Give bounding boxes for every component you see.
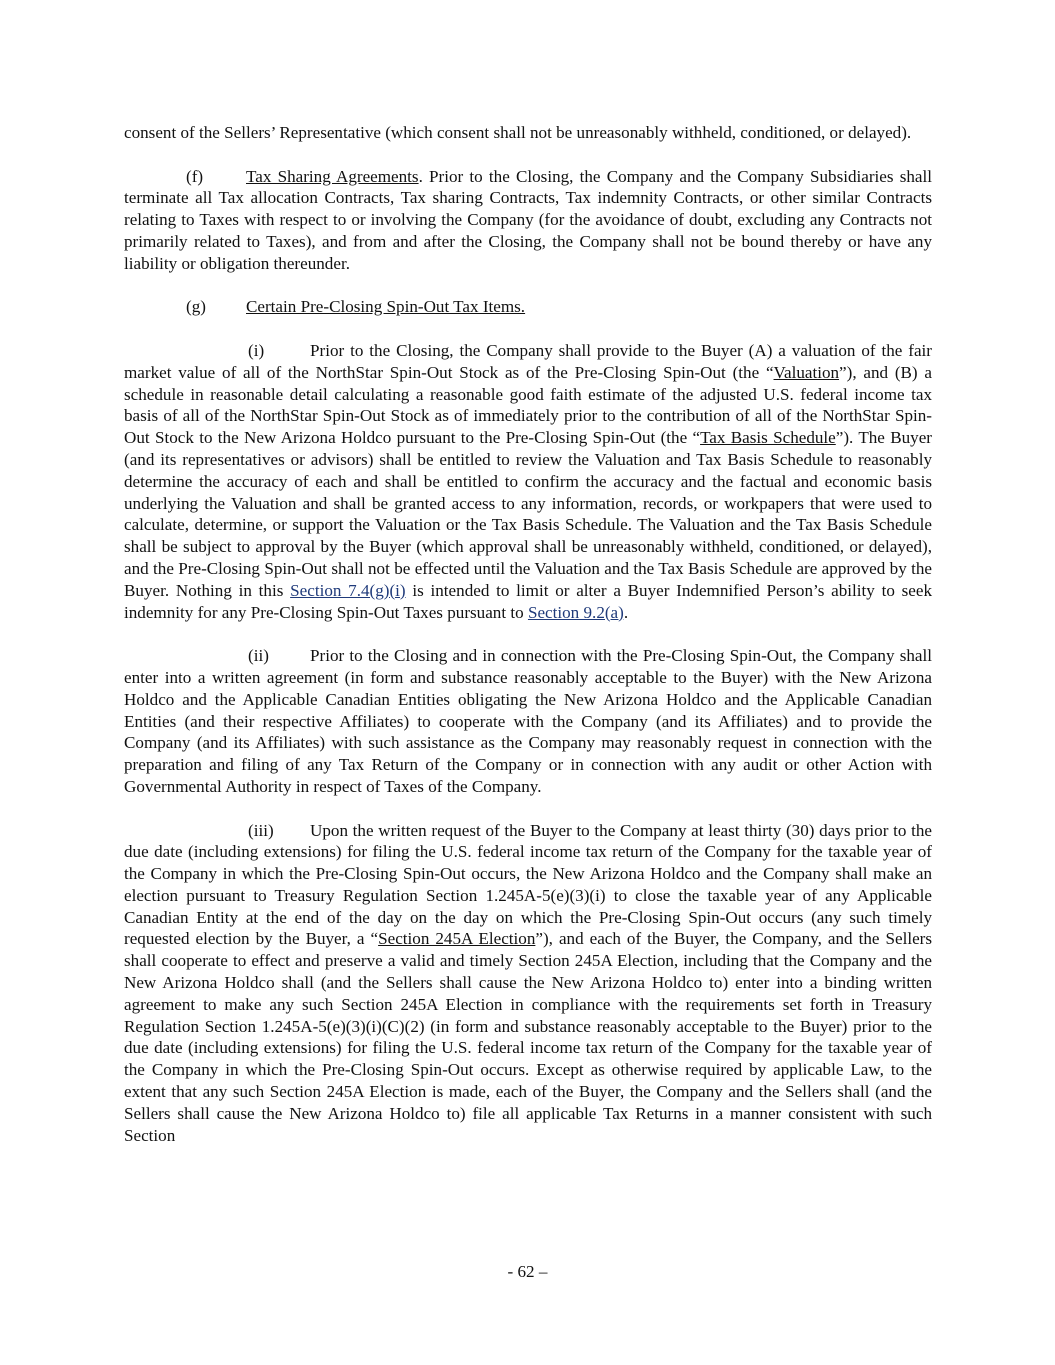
section-g-ii-paragraph [124,645,932,798]
defined-term-tax-basis-schedule: Tax Basis Schedule [700,428,836,448]
section-g-heading [124,296,932,318]
section-f-body: . Prior to the Closing, the Company and the Company Subsidiaries shall terminate all Tax allocation Contracts, Tax sharing Contracts, Tax indemnity Contracts, or other similar Contracts relating to Taxes with respect to or involving the Company (for the avoidance of doubt, excluding any Contracts not primarily related to Taxes), and from and after the Closing, the Company shall not be bound thereby or have any liability or obligation thereunder. [124,166,933,273]
defined-term-valuation: Valuation [773,362,840,382]
section-g-ii-number: (ii) [248,646,269,666]
section-g-i-text-5: . [623,602,629,622]
defined-term-section-245a-election: Section 245A Election [378,929,536,949]
section-g-i-text-2: ”), and (B) a schedule in reasonable detail calculating a reasonable good faith estimate of the adjusted U.S. federal income tax basis of all of the NorthStar Spin-Out Stock as of immediately prior to the contribution of all of the NorthStar Spin-Out Stock to the New Arizona Holdco pursuant to the Pre-Closing Spin-Out (the “ [124,362,932,448]
section-g-iii-paragraph [124,820,932,1147]
section-g-iii-number: (iii) [248,820,274,840]
section-g-ii-body: Prior to the Closing and in connection with the Pre-Closing Spin-Out, the Company shall enter into a written agreement (in form and substance reasonably acceptable to the Buyer) with the New Arizona Holdco and the Applicable Canadian Entities obligating the New Arizona Holdco and the Applicable Canadian Entities (and their respective Affiliates) to cooperate with the Company (and its Affiliates) and to provide the Company (and its Affiliates) with such assistance as the Company may reasonably request in connection with the preparation and filing of any Tax Return of the Company or in connection with any audit or other Action with Governmental Authority in respect of Taxes of the Company. [124,646,932,796]
section-g-iii-text-2: ”), and each of the Buyer, the Company, and the Sellers shall cooperate to effect and preserve a valid and timely Section 245A Election, including that the Company and the New Arizona Holdco shall (and the Sellers shall cause the New Arizona Holdco to) enter into a binding written agreement to make any such Section 245A Election in compliance with the requirements set forth in Treasury Regulation Section 1.245A-5(e)(3)(i)(C)(2) (in form and substance reasonably acceptable to the Buyer) prior to the due date (including extensions) for filing the U.S. federal income tax return of the Company for the taxable year of the Company in which the Pre-Closing Spin-Out occurs. Except as otherwise required by applicable Law, to the extent that any such Section 245A Election is made, each of the Buyer, the Company and the Sellers shall (and the Sellers shall cause the New Arizona Holdco to) file all applicable Tax Returns in a manner consistent with such Section [124,929,932,1145]
section-g-i-text-3: ”). The Buyer (and its representatives or advisors) shall be entitled to review the Valuation and Tax Basis Schedule to reasonably determine the accuracy of each and shall be entitled to confirm the accuracy and the factual and economic basis underlying the Valuation and shall be granted access to any information, records, or workpapers that were used to calculate, determine, or support the Valuation or the Tax Basis Schedule. The Valuation and the Tax Basis Schedule shall be subject to approval by the Buyer (which approval shall be unreasonably withheld, conditioned, or delayed), and the Pre-Closing Spin-Out shall not be effected until the Valuation and the Tax Basis Schedule are approved by the Buyer. Nothing in this [124,428,932,600]
section-g-i-paragraph [124,340,932,623]
section-g-iii-text-1: Upon the written request of the Buyer to the Company at least thirty (30) days prior to the due date (including extensions) for filing the U.S. federal income tax return of the Company for the taxable year of the Company in which the Pre-Closing Spin-Out occurs, the New Arizona Holdco and the Company shall make an election pursuant to Treasury Regulation Section 1.245A-5(e)(3)(i) to close the taxable year of any Applicable Canadian Entity at the end of the day on the day on which the Pre-Closing Spin-Out occurs (any such timely requested election by the Buyer, a “ [124,820,932,949]
section-g-title: Certain Pre-Closing Spin-Out Tax Items. [246,297,526,317]
section-f-paragraph [124,166,932,275]
section-g-i-text-1: Prior to the Closing, the Company shall provide to the Buyer (A) a valuation of the fair market value of all of the NorthStar Spin-Out Stock as of the Pre-Closing Spin-Out (the “ [124,340,932,382]
section-g-number: (g) [186,297,206,317]
document-page [124,122,932,1168]
section-7-4-g-i-link[interactable]: Section 7.4(g)(i) [290,580,406,600]
section-g-i-text-4: is intended to limit or alter a Buyer Indemnified Person’s ability to seek indemnity for any Pre-Closing Spin-Out Taxes pursuant to [124,580,932,622]
intro-paragraph: consent of the Sellers’ Representative (which consent shall not be unreasonably withheld, conditioned, or delayed). [124,123,912,142]
section-f-title: Tax Sharing Agreements [246,166,419,186]
page-number: - 62 – [507,1262,548,1281]
section-9-2-a-link[interactable]: Section 9.2(a) [527,602,624,622]
section-g-i-number: (i) [248,340,265,360]
section-f-number: (f) [186,166,204,186]
